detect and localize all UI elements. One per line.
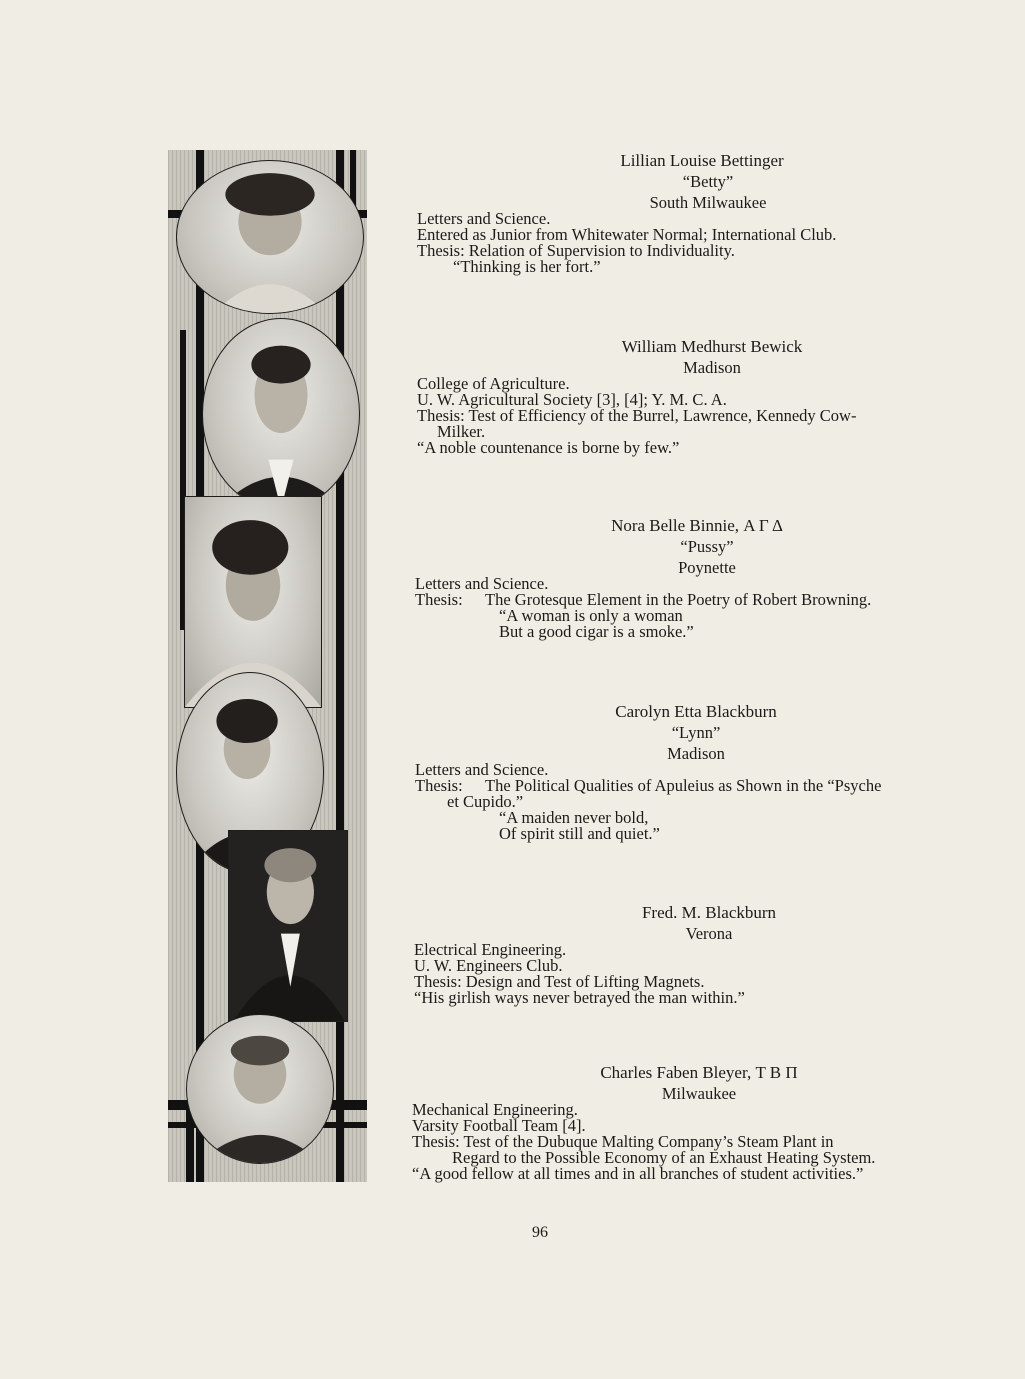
entry-line: Thesis: Test of Efficiency of the Burrel, Lawrence, Kennedy Cow- [417,406,857,425]
entry-name: William Medhurst Bewick [621,337,803,356]
page-number: 96 [532,1224,548,1241]
entry-quote: “A woman is only a woman [499,606,683,625]
entry-quote: “His girlish ways never betrayed the man within.” [414,988,745,1007]
entry-nickname: “Betty” [682,172,734,191]
entry-quote: “A noble countenance is borne by few.” [417,438,680,457]
entry-fred-blackburn [414,905,914,1006]
entry-carolyn-blackburn [415,704,915,842]
entry-line: College of Agriculture. [417,374,570,393]
portrait-bewick [202,318,360,510]
entry-binnie [415,518,915,640]
entry-quote: “A maiden never bold, [499,808,649,827]
entry-hometown: Madison [683,358,741,377]
entry-name: Nora Belle Binnie, Α Γ Δ [611,516,783,535]
entry-line: Entered as Junior from Whitewater Normal; International Club. [417,225,837,244]
entry-line: Regard to the Possible Economy of an Exhaust Heating System. [452,1148,876,1167]
entry-line: Letters and Science. [417,209,551,228]
entry-name: Lillian Louise Bettinger [620,151,784,170]
entry-line: Letters and Science. [415,574,549,593]
border-bar [336,1110,344,1182]
entry-hometown: South Milwaukee [649,193,767,212]
entry-name: Charles Faben Bleyer, Τ Β Π [600,1063,798,1082]
portrait-bleyer [186,1014,334,1164]
entry-line: Letters and Science. [415,760,549,779]
entry-nickname: “Pussy” [680,537,734,556]
entry-bleyer [412,1065,912,1182]
entry-hometown: Milwaukee [661,1084,737,1103]
entry-line: Varsity Football Team [4]. [412,1116,586,1135]
thesis-text: The Political Qualities of Apuleius as Shown in the “Psyche [485,776,882,795]
entry-quote: “Thinking is her fort.” [453,257,601,276]
entry-quote: “A good fellow at all times and in all branches of student activities.” [412,1164,864,1183]
entry-line: et Cupido.” [447,792,524,811]
entry-line: Thesis: Test of the Dubuque Malting Company’s Steam Plant in [412,1132,834,1151]
entry-hometown: Verona [685,924,733,943]
portrait-fred-blackburn [228,830,348,1022]
thesis-text: The Grotesque Element in the Poetry of Robert Browning. [485,590,872,609]
entry-quote: But a good cigar is a smoke.” [499,622,694,641]
entry-line: Electrical Engineering. [414,940,567,959]
entry-line: Milker. [437,422,486,441]
entry-hometown: Poynette [678,558,736,577]
entry-nickname: “Lynn” [671,723,721,742]
entry-name: Fred. M. Blackburn [641,903,777,922]
photo-column [168,150,367,1182]
entry-line: Thesis: Relation of Supervision to Individuality. [417,241,735,260]
entry-bettinger [417,153,917,275]
entry-bewick [417,339,917,456]
entry-line: U. W. Agricultural Society [3], [4]; Y. M. C. A. [417,390,727,409]
thesis-label: Thesis: [415,776,463,795]
entry-line: U. W. Engineers Club. [414,956,563,975]
entry-quote: Of spirit still and quiet.” [499,824,660,843]
thesis-label: Thesis: [415,590,463,609]
entry-hometown: Madison [667,744,725,763]
entry-line: Mechanical Engineering. [412,1100,578,1119]
portrait-bettinger [176,160,364,314]
entry-name: Carolyn Etta Blackburn [615,702,777,721]
entry-line: Thesis: Design and Test of Lifting Magnets. [414,972,705,991]
